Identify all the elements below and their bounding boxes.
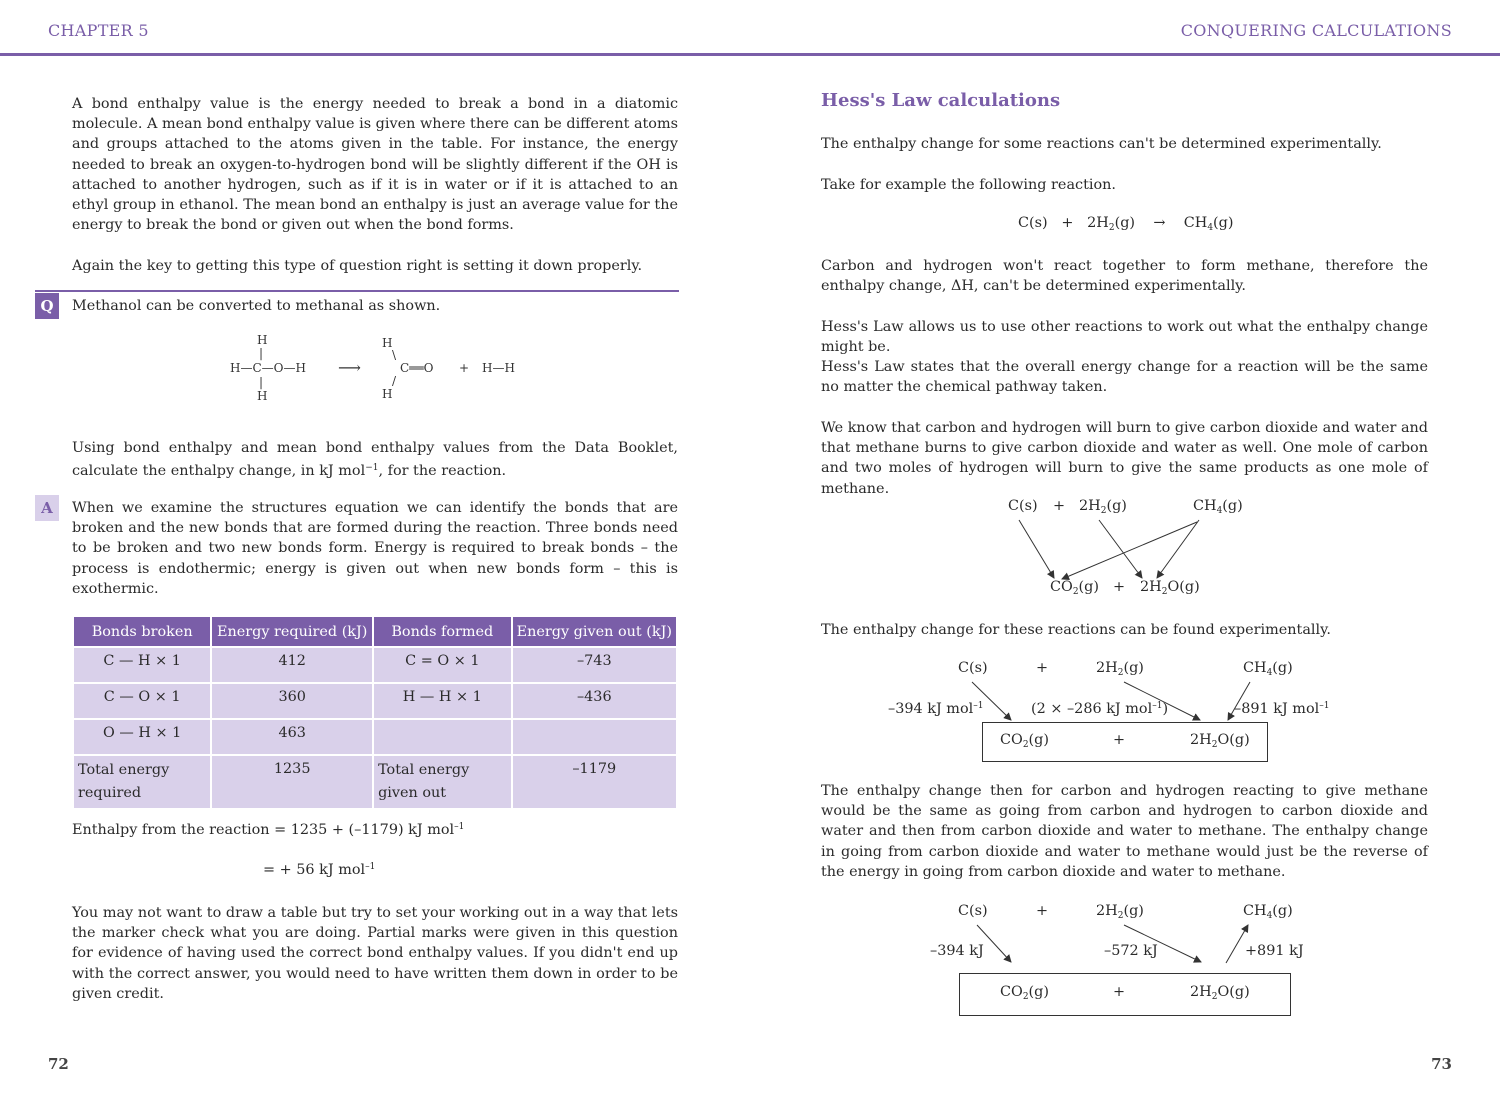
d3-w-text: 2H [1190, 984, 1212, 1000]
d2-co2 [1000, 732, 1049, 750]
d2-plus-2: + [1113, 732, 1126, 748]
d1-h-text: 2H [1079, 498, 1101, 514]
d2-methane [1243, 660, 1293, 678]
table-cell: C — H × 1 [74, 648, 210, 682]
struct-methanol-row: H—C—O—H [230, 361, 306, 375]
d3-co-state: (g) [1028, 984, 1049, 1000]
struct-bar-bottom: | [259, 375, 264, 389]
d2-co-state: (g) [1028, 732, 1049, 748]
table-cell: Total energy required [74, 756, 210, 808]
d2-right-text: –891 kJ mol [1234, 701, 1320, 717]
struct-hydrogen: H—H [482, 361, 515, 375]
hess-p7: The enthalpy change for these reactions can be found experimentally. [821, 622, 1331, 638]
d2-mid-value [1031, 701, 1168, 717]
d1-w-state: O(g) [1167, 579, 1200, 595]
table-row [74, 648, 676, 682]
d2-plus: + [1036, 660, 1049, 676]
d2-carbon: C(s) [958, 660, 988, 676]
d1-arrow-h-water [1099, 520, 1142, 578]
calc-instruction [72, 438, 678, 481]
sub: 2 [1100, 506, 1107, 516]
table-cell: –1179 [513, 756, 676, 808]
hess-p2: Take for example the following reaction. [821, 177, 1116, 193]
d1-carbon: C(s) [1008, 498, 1038, 514]
table-cell: C — O × 1 [74, 684, 210, 718]
d1-co-state: (g) [1078, 579, 1099, 595]
d2-mid-end: ) [1162, 701, 1169, 717]
eq-methane: CH [1183, 215, 1208, 231]
page-number-left: 72 [48, 1055, 69, 1073]
again-paragraph: Again the key to getting this type of question right is setting it down properly. [72, 258, 643, 274]
d1-co-text: CO [1050, 579, 1073, 595]
struct-p-bond-top: \ [392, 348, 397, 362]
hess-p5: Hess's Law states that the overall energy change for a reaction will be the same no matter the chemical pathway taken. [821, 359, 1428, 396]
table-cell [513, 720, 676, 754]
d1-plus: + [1053, 498, 1066, 514]
d3-methane [1243, 903, 1293, 921]
table-cell: O — H × 1 [74, 720, 210, 754]
calc-text: Using bond enthalpy and mean bond enthalpy values from the Data Booklet, calculate the enthalpy change, in kJ mol [72, 440, 678, 480]
sub: 4 [1216, 506, 1223, 516]
header-rule [0, 53, 1500, 56]
question-rule [35, 290, 679, 292]
d1-h-state: (g) [1106, 498, 1127, 514]
d3-plus-2: + [1113, 984, 1126, 1000]
d3-carbon: C(s) [958, 903, 988, 919]
d2-left-text: –394 kJ mol [888, 701, 974, 717]
question-text: Methanol can be converted to methanal as shown. [72, 298, 441, 314]
d3-co-text: CO [1000, 984, 1023, 1000]
bond-table [72, 615, 678, 810]
table-cell: H — H × 1 [374, 684, 511, 718]
d3-hydrogen [1096, 903, 1144, 921]
closing-paragraph: You may not want to draw a table but try to set your working out in a way that lets the marker check what you are doing. Partial marks were given in this question for evidence of having used the correct bond enthalpy values. If you didn't end up with the correct answer, you would need to have written them down in order to be given credit. [72, 905, 678, 1002]
struct-bar-top: | [259, 346, 264, 360]
table-row [74, 720, 676, 754]
d1-arrow-ch4-co2 [1062, 522, 1197, 579]
d2-h-text: 2H [1096, 660, 1118, 676]
d1-plus-2: + [1113, 579, 1126, 595]
table-row [74, 684, 676, 718]
d3-mid-value: –572 kJ [1104, 943, 1158, 959]
eq-hydrogen: 2H [1087, 215, 1109, 231]
struct-plus: + [459, 361, 470, 375]
answer-badge: A [35, 495, 59, 521]
table-cell: Total energy given out [374, 756, 511, 808]
sub: 2 [1211, 992, 1218, 1002]
enthalpy-line-1-text: Enthalpy from the reaction = 1235 + (–1179) kJ mol [72, 822, 455, 838]
d2-right-value [1234, 701, 1329, 717]
sub: 4 [1266, 911, 1273, 921]
table-cell: 1235 [212, 756, 372, 808]
page-number-right: 73 [1431, 1055, 1452, 1073]
d2-mid-text: (2 × –286 kJ mol [1031, 701, 1153, 717]
d1-w-text: 2H [1140, 579, 1162, 595]
table-cell: –436 [513, 684, 676, 718]
table-header: Energy given out (kJ) [513, 617, 676, 646]
table-cell [374, 720, 511, 754]
sub: 2 [1072, 587, 1079, 597]
d3-h-text: 2H [1096, 903, 1118, 919]
question-badge: Q [35, 293, 59, 319]
table-cell: 412 [212, 648, 372, 682]
struct-methanal-co: C══O [400, 361, 434, 375]
sub: 2 [1161, 587, 1168, 597]
sup: –1 [365, 862, 376, 872]
answer-paragraph: When we examine the structures equation we can identify the bonds that are broken and the new bonds that are formed during the reaction. Three bonds need to be broken and two new bonds form. Energy is required to break bonds – the process is endothermic; energy is given out when new bonds form – this is exothermic. [72, 500, 678, 597]
d2-left-value [888, 701, 983, 717]
table-header: Bonds formed [374, 617, 511, 646]
chapter-label: CHAPTER 5 [48, 21, 149, 40]
table-header: Bonds broken [74, 617, 210, 646]
table-cell: 360 [212, 684, 372, 718]
hess-p3: Carbon and hydrogen won't react together to form methane, therefore the enthalpy change, ΔH, can't be determined experimentally. [821, 258, 1428, 295]
d3-right-value: +891 kJ [1245, 943, 1304, 959]
table-header: Energy required (kJ) [212, 617, 372, 646]
hess-p6: We know that carbon and hydrogen will burn to give carbon dioxide and water and that methane burns to give carbon dioxide and water as well. One mole of carbon and two moles of hydrogen will burn to give the same products as one mole of methane. [821, 420, 1428, 497]
sub: 2 [1108, 223, 1115, 233]
struct-p-bond-bottom: / [392, 374, 397, 388]
d3-left-value: –394 kJ [930, 943, 984, 959]
hess-p1: The enthalpy change for some reactions can't be determined experimentally. [821, 136, 1382, 152]
d2-water [1190, 732, 1250, 750]
sup: –1 [1319, 701, 1330, 711]
d3-w-state: O(g) [1217, 984, 1250, 1000]
struct-top-h: H [257, 333, 268, 347]
d1-water [1140, 579, 1200, 597]
struct-p-top-h: H [382, 336, 393, 350]
intro-paragraph: A bond enthalpy value is the energy needed to break a bond in a diatomic molecule. A mean bond enthalpy value is given where there can be different atoms and groups attached to the atoms given in the table. For instance, the energy needed to break an oxygen-to-hydrogen bond will be slightly different if the OH is attached to another hydrogen, such as if it is in water or if it is attached to an ethyl group in ethanol. The mean bond an enthalpy is just an average value for the energy to break the bond or given out when the bond forms. [72, 96, 679, 234]
enthalpy-line-2-text: = + 56 kJ mol [263, 862, 366, 878]
sub: 2 [1117, 668, 1124, 678]
eq-state: (g) [1213, 215, 1234, 231]
d3-co2 [1000, 984, 1049, 1002]
d2-m-text: CH [1243, 660, 1267, 676]
hess-p8: The enthalpy change then for carbon and hydrogen reacting to give methane would be the same as going from carbon and hydrogen to carbon dioxide and water and then from carbon dioxide and water to methane. The enthalpy change in going from carbon dioxide and water to methane would just be the reverse of the energy in going from carbon dioxide and water to methane. [821, 783, 1428, 880]
d2-m-state: (g) [1272, 660, 1293, 676]
struct-bottom-h: H [257, 389, 268, 403]
section-title: Hess's Law calculations [821, 90, 1061, 111]
d2-co-text: CO [1000, 732, 1023, 748]
enthalpy-line-2 [263, 862, 375, 878]
d1-arrow-c-co2 [1019, 520, 1054, 578]
sub: 2 [1022, 992, 1029, 1002]
d2-h-state: (g) [1123, 660, 1144, 676]
calc-end: , for the reaction. [378, 463, 507, 480]
d2-w-text: 2H [1190, 732, 1212, 748]
d2-w-state: O(g) [1217, 732, 1250, 748]
sub: 2 [1211, 740, 1218, 750]
main-equation [1018, 215, 1234, 233]
sup: –1 [973, 701, 984, 711]
d1-m-state: (g) [1222, 498, 1243, 514]
d1-methane [1193, 498, 1243, 516]
sub: 4 [1266, 668, 1273, 678]
d3-plus: + [1036, 903, 1049, 919]
d1-co2 [1050, 579, 1099, 597]
d3-h-state: (g) [1123, 903, 1144, 919]
eq-carbon: C(s) [1018, 215, 1048, 231]
d1-hydrogen [1079, 498, 1127, 516]
eq-plus: + [1061, 215, 1074, 231]
table-header-row [74, 617, 676, 646]
sub: 4 [1207, 223, 1214, 233]
d1-arrow-ch4-water [1157, 520, 1199, 578]
d3-m-text: CH [1243, 903, 1267, 919]
enthalpy-line-1 [72, 822, 464, 838]
eq-arrow: → [1153, 215, 1166, 231]
struct-p-bottom-h: H [382, 387, 393, 401]
calc-sup: −1 [365, 463, 379, 474]
table-row [74, 756, 676, 808]
sup: –1 [1152, 701, 1163, 711]
sup: –1 [454, 822, 465, 832]
hess-p4: Hess's Law allows us to use other reactions to work out what the enthalpy change might be. [821, 319, 1428, 356]
sub: 2 [1117, 911, 1124, 921]
table-cell: 463 [212, 720, 372, 754]
d3-water [1190, 984, 1250, 1002]
running-title: CONQUERING CALCULATIONS [1180, 21, 1452, 40]
table-cell: C = O × 1 [374, 648, 511, 682]
reaction-arrow: ⟶ [338, 358, 361, 377]
d3-m-state: (g) [1272, 903, 1293, 919]
eq-state: (g) [1114, 215, 1136, 231]
sub: 2 [1022, 740, 1029, 750]
table-cell: –743 [513, 648, 676, 682]
d1-m-text: CH [1193, 498, 1217, 514]
d2-hydrogen [1096, 660, 1144, 678]
